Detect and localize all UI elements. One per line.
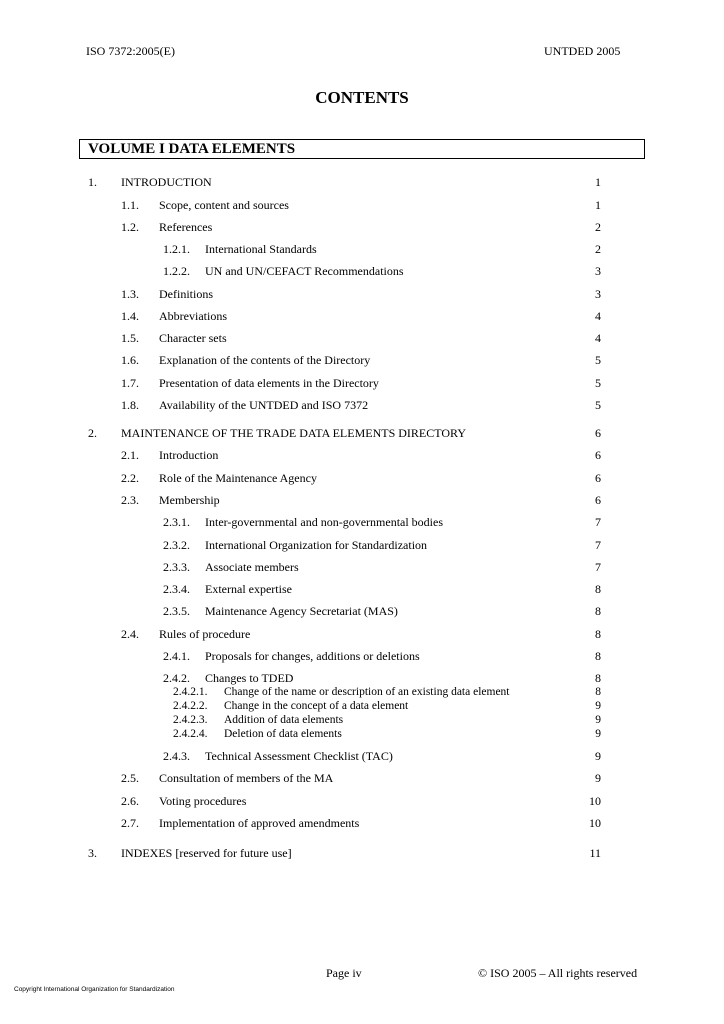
toc-entry-title: Deletion of data elements bbox=[224, 728, 342, 740]
toc-entry-number: 2.4.2.4. bbox=[173, 728, 208, 740]
toc-entry-page: 10 bbox=[589, 816, 601, 830]
toc-entry-page: 9 bbox=[595, 749, 601, 763]
toc-entry[interactable] bbox=[0, 471, 724, 487]
toc-entry-number: 1.5. bbox=[121, 331, 139, 345]
toc-entry-number: 2.3.4. bbox=[163, 582, 190, 596]
toc-entry[interactable] bbox=[0, 749, 724, 765]
toc-entry-number: 1.3. bbox=[121, 287, 139, 301]
toc-entry-number: 2.1. bbox=[121, 448, 139, 462]
toc-entry-number: 2.3. bbox=[121, 493, 139, 507]
toc-entry-page: 8 bbox=[595, 627, 601, 641]
toc-entry-page: 1 bbox=[595, 198, 601, 212]
toc-entry-title: Abbreviations bbox=[159, 309, 227, 323]
toc-entry-page: 9 bbox=[595, 700, 601, 712]
toc-entry-title: Role of the Maintenance Agency bbox=[159, 471, 317, 485]
toc-entry-number: 3. bbox=[88, 846, 97, 860]
toc-entry-page: 5 bbox=[595, 376, 601, 390]
volume-heading: VOLUME I DATA ELEMENTS bbox=[88, 141, 296, 157]
toc-entry[interactable] bbox=[0, 309, 724, 325]
toc-entry-page: 6 bbox=[595, 471, 601, 485]
toc-entry-number: 2.3.5. bbox=[163, 604, 190, 618]
toc-entry-title: Membership bbox=[159, 493, 220, 507]
toc-entry-number: 2.4.2.1. bbox=[173, 686, 208, 698]
toc-entry[interactable] bbox=[0, 649, 724, 665]
toc-entry-number: 2.7. bbox=[121, 816, 139, 830]
toc-entry-title: Rules of procedure bbox=[159, 627, 251, 641]
toc-entry[interactable] bbox=[0, 515, 724, 531]
toc-entry[interactable] bbox=[0, 376, 724, 392]
toc-entry-title: Implementation of approved amendments bbox=[159, 816, 360, 830]
toc-entry-page: 3 bbox=[595, 287, 601, 301]
toc-entry-page: 7 bbox=[595, 560, 601, 574]
toc-entry-title: Change of the name or description of an existing data element bbox=[224, 686, 510, 698]
toc-entry-title: Inter-governmental and non-governmental bodies bbox=[205, 515, 444, 529]
toc-entry-number: 1.6. bbox=[121, 353, 139, 367]
toc-entry-title: Character sets bbox=[159, 331, 227, 345]
toc-entry-page: 7 bbox=[595, 515, 601, 529]
toc-entry-title: Presentation of data elements in the Directory bbox=[159, 376, 379, 390]
toc-entry[interactable] bbox=[0, 353, 724, 369]
toc-entry-title: References bbox=[159, 220, 213, 234]
toc-entry[interactable] bbox=[0, 560, 724, 576]
toc-entry-title: Explanation of the contents of the Directory bbox=[159, 353, 371, 367]
toc-entry[interactable] bbox=[0, 493, 724, 509]
footer-copyright: © ISO 2005 – All rights reserved bbox=[478, 966, 638, 980]
toc-entry-page: 7 bbox=[595, 538, 601, 552]
volume-heading-box bbox=[79, 139, 645, 159]
toc-entry-number: 1.8. bbox=[121, 398, 139, 412]
toc-entry-title: Technical Assessment Checklist (TAC) bbox=[205, 749, 393, 763]
toc-entry-page: 6 bbox=[595, 448, 601, 462]
toc-entry-page: 6 bbox=[595, 426, 601, 440]
toc-entry-page: 6 bbox=[595, 493, 601, 507]
toc-entry-page: 8 bbox=[595, 604, 601, 618]
toc-entry[interactable] bbox=[0, 448, 724, 464]
footer-page-number: Page iv bbox=[326, 966, 362, 980]
toc-entry-page: 8 bbox=[595, 582, 601, 596]
toc-entry-number: 1.7. bbox=[121, 376, 139, 390]
toc-entry-page: 8 bbox=[595, 671, 601, 685]
toc-entry-title: INTRODUCTION bbox=[121, 175, 212, 189]
toc-entry-number: 1. bbox=[88, 175, 97, 189]
toc-entry-number: 2.2. bbox=[121, 471, 139, 485]
toc-entry-number: 1.2. bbox=[121, 220, 139, 234]
toc-entry[interactable] bbox=[0, 538, 724, 554]
toc-entry-title: UN and UN/CEFACT Recommendations bbox=[205, 264, 404, 278]
toc-entry[interactable] bbox=[0, 627, 724, 643]
toc-entry-page: 10 bbox=[589, 794, 601, 808]
toc-entry-page: 8 bbox=[595, 649, 601, 663]
toc-entry-page: 4 bbox=[595, 331, 601, 345]
toc-entry-title: Voting procedures bbox=[159, 794, 247, 808]
toc-entry-number: 1.4. bbox=[121, 309, 139, 323]
toc-entry-title: Addition of data elements bbox=[224, 714, 344, 726]
toc-entry-page: 4 bbox=[595, 309, 601, 323]
toc-entry-page: 9 bbox=[595, 728, 601, 740]
toc-entry[interactable] bbox=[0, 198, 724, 214]
toc-entry-page: 9 bbox=[595, 771, 601, 785]
toc-entry-number: 1.2.1. bbox=[163, 242, 190, 256]
toc-entry-number: 2.3.1. bbox=[163, 515, 190, 529]
toc-entry-title: Changes to TDED bbox=[205, 671, 294, 685]
toc-entry-page: 8 bbox=[595, 686, 601, 698]
toc-entry-page: 2 bbox=[595, 220, 601, 234]
toc-entry[interactable] bbox=[0, 426, 724, 442]
toc-entry-page: 2 bbox=[595, 242, 601, 256]
copyright-line: Copyright International Organization for Standardization bbox=[14, 986, 175, 993]
toc-entry-page: 11 bbox=[589, 846, 601, 860]
toc-entry-page: 3 bbox=[595, 264, 601, 278]
toc-entry[interactable] bbox=[0, 794, 724, 810]
page-title: CONTENTS bbox=[315, 88, 409, 107]
toc-entry-page: 5 bbox=[595, 398, 601, 412]
toc-entry[interactable] bbox=[0, 771, 724, 787]
toc-entry-title: External expertise bbox=[205, 582, 292, 596]
toc-entry-title: INDEXES [reserved for future use] bbox=[121, 846, 292, 860]
toc-entry-number: 2.3.2. bbox=[163, 538, 190, 552]
toc-entry-title: International Organization for Standardization bbox=[205, 538, 428, 552]
toc-entry[interactable] bbox=[0, 287, 724, 303]
header-doc-id: ISO 7372:2005(E) bbox=[86, 44, 175, 58]
toc-entry-page: 1 bbox=[595, 175, 601, 189]
toc-entry-number: 2.3.3. bbox=[163, 560, 190, 574]
toc-entry[interactable] bbox=[0, 220, 724, 236]
toc-entry[interactable] bbox=[0, 671, 724, 687]
toc-entry-title: Associate members bbox=[205, 560, 299, 574]
toc-entry-title: Availability of the UNTDED and ISO 7372 bbox=[159, 398, 369, 412]
toc-entry-title: Scope, content and sources bbox=[159, 198, 289, 212]
toc-entry[interactable] bbox=[0, 264, 724, 280]
toc-entry[interactable] bbox=[0, 728, 724, 744]
toc-entry-number: 2. bbox=[88, 426, 97, 440]
toc-entry-title: International Standards bbox=[205, 242, 317, 256]
toc-entry-number: 1.1. bbox=[121, 198, 139, 212]
toc-entry-title: Definitions bbox=[159, 287, 213, 301]
toc-entry-page: 5 bbox=[595, 353, 601, 367]
toc-entry[interactable] bbox=[0, 175, 724, 191]
toc-entry-number: 2.5. bbox=[121, 771, 139, 785]
toc-entry[interactable] bbox=[0, 242, 724, 258]
header-doc-name: UNTDED 2005 bbox=[544, 44, 621, 58]
toc-entry-title: Maintenance Agency Secretariat (MAS) bbox=[205, 604, 398, 618]
toc-entry[interactable] bbox=[0, 816, 724, 832]
toc-entry-page: 9 bbox=[595, 714, 601, 726]
toc-entry-number: 2.4.3. bbox=[163, 749, 190, 763]
toc-entry-number: 2.4.2. bbox=[163, 671, 190, 685]
toc-entry-title: MAINTENANCE OF THE TRADE DATA ELEMENTS DIRECTORY bbox=[121, 426, 467, 440]
toc-entry[interactable] bbox=[0, 604, 724, 620]
toc-entry[interactable] bbox=[0, 846, 724, 862]
toc-entry[interactable] bbox=[0, 582, 724, 598]
toc-entry-number: 2.4.1. bbox=[163, 649, 190, 663]
toc-entry-number: 2.4. bbox=[121, 627, 139, 641]
toc-entry-number: 2.4.2.3. bbox=[173, 714, 208, 726]
toc-entry-title: Proposals for changes, additions or deletions bbox=[205, 649, 420, 663]
toc-entry-number: 1.2.2. bbox=[163, 264, 190, 278]
toc-entry-title: Introduction bbox=[159, 448, 219, 462]
toc-entry[interactable] bbox=[0, 398, 724, 414]
toc-entry-number: 2.6. bbox=[121, 794, 139, 808]
toc-entry-number: 2.4.2.2. bbox=[173, 700, 208, 712]
toc-entry-title: Consultation of members of the MA bbox=[159, 771, 334, 785]
toc-entry-title: Change in the concept of a data element bbox=[224, 700, 409, 712]
toc-entry[interactable] bbox=[0, 331, 724, 347]
